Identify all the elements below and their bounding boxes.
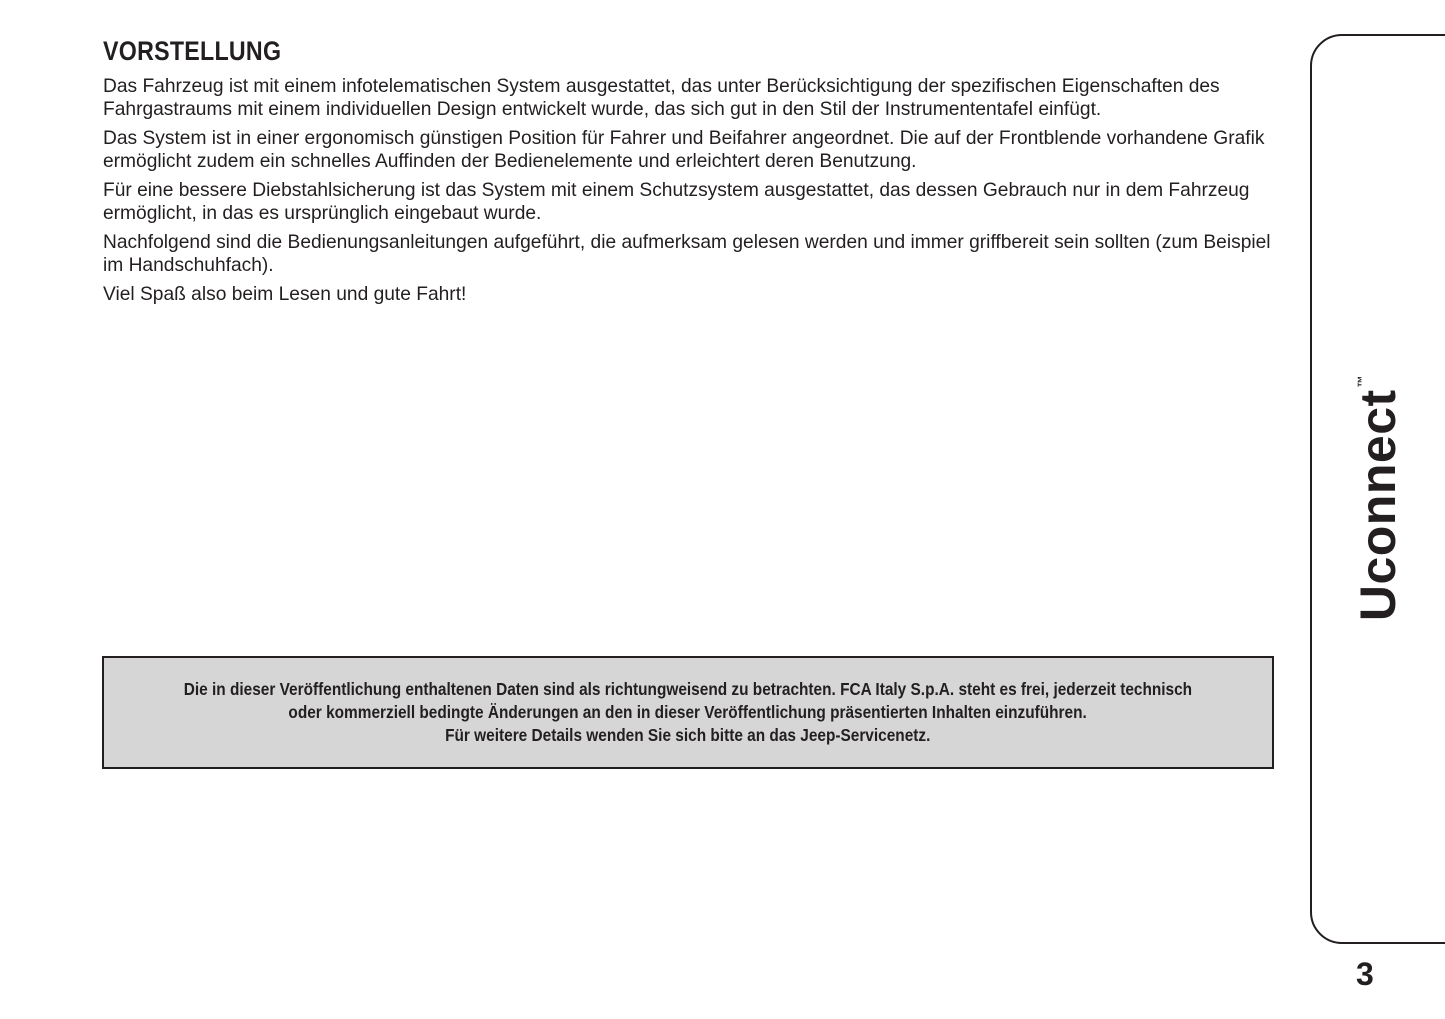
paragraph-ergonomics: Das System ist in einer ergonomisch günstigen Position für Fahrer und Beifahrer angeordnet. Die auf der Frontblende vorhandene Grafik ermöglicht zudem ein schnelles Auffinden der Bedienelemente und erleichtert deren Benutzung. (103, 128, 1265, 172)
paragraph-theft-protection: Für eine bessere Diebstahlsicherung ist das System mit einem Schutzsystem ausgestattet, das dessen Gebrauch nur in dem Fahrzeug ermöglicht, in das es ursprünglich eingebaut wurde. (103, 180, 1250, 224)
disclaimer-line: oder kommerziell bedingte Änderungen an den in dieser Veröffentlichung präsentierten Inhalten einzuführen. (288, 702, 1088, 722)
disclaimer-line: Für weitere Details wenden Sie sich bitte an das Jeep-Servicenetz. (445, 725, 931, 745)
paragraph-closing: Viel Spaß also beim Lesen und gute Fahrt! (103, 284, 467, 305)
paragraph-intro: Das Fahrzeug ist mit einem infotelematischen System ausgestattet, das unter Berücksichtigung der spezifischen Eigenschaften des Fahrgastraums mit einem individuellen Design entwickelt wurde, das sich gut in den Stil der Instrumententafel einfügt. (103, 76, 1220, 120)
disclaimer-line: Die in dieser Veröffentlichung enthaltenen Daten sind als richtungweisend zu betrachten. FCA Italy S.p.A. steht es frei, jederzeit technisch (183, 679, 1193, 699)
paragraph-instructions: Nachfolgend sind die Bedienungsanleitungen aufgeführt, die aufmerksam gelesen werden und immer griffbereit sein sollten (zum Beispiel im Handschuhfach). (103, 232, 1271, 276)
disclaimer-box (102, 656, 1274, 769)
section-title: VORSTELLUNG (103, 36, 282, 66)
chapter-tab-label (1349, 375, 1407, 621)
main-content (103, 36, 1283, 312)
chapter-tab-title: Uconnect (1350, 389, 1406, 622)
page-number: 3 (1356, 956, 1374, 992)
trademark-symbol: ™ (1355, 374, 1369, 388)
